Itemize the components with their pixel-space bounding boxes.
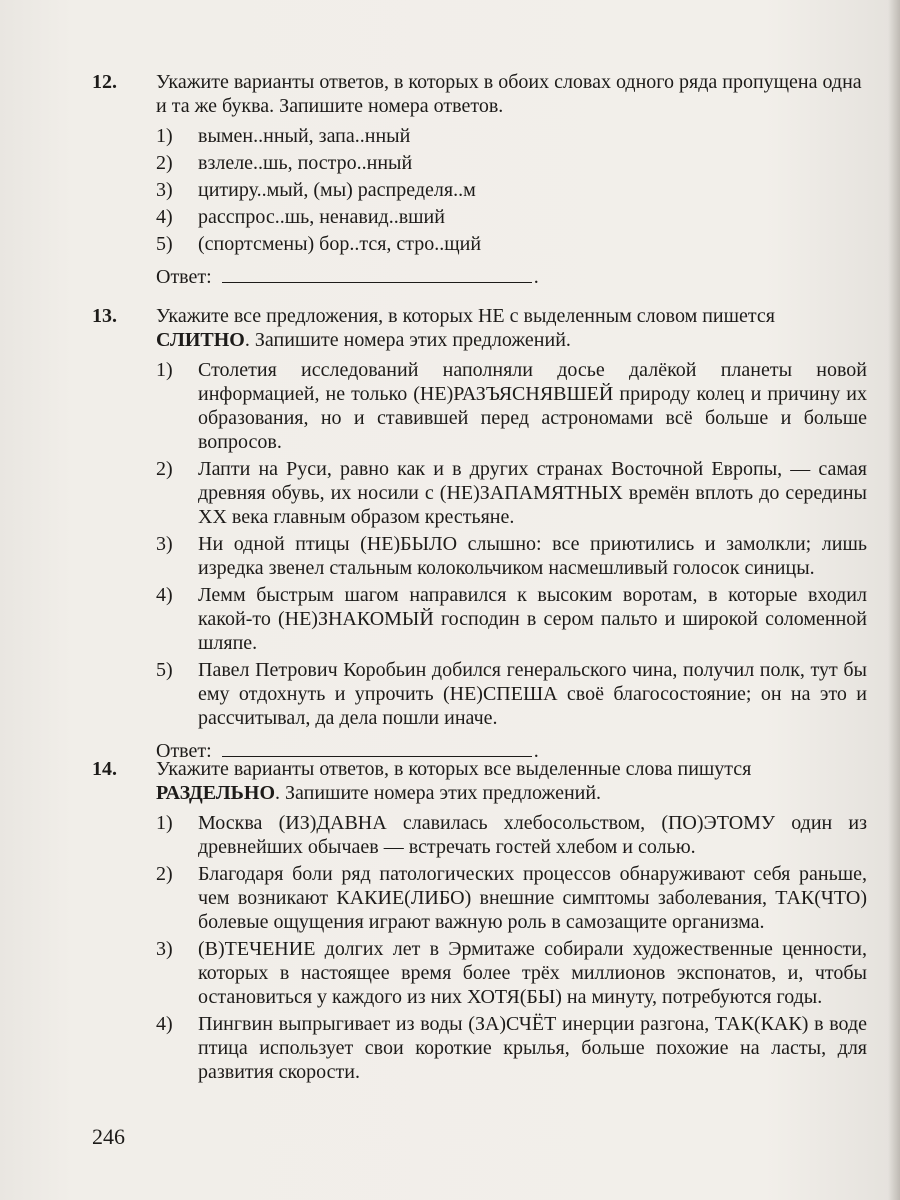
option-text: цитиру..мый, (мы) распределя..м: [198, 179, 476, 201]
answer-label: Ответ:: [156, 740, 212, 762]
option-item: [156, 232, 867, 256]
answer-label: Ответ:: [156, 266, 212, 288]
sentence-number: 1): [156, 812, 173, 834]
sentence-item: [156, 658, 867, 730]
option-number: 1): [156, 125, 173, 147]
answer-options: [156, 124, 867, 256]
task-number: 12.: [92, 71, 117, 93]
sentence-text: Павел Петрович Коробьин добился генеральского чина, получил полк, тут бы ему отдохнуть и упрочить (НЕ)СПЕША своё благосостояние; он на это и рассчитывал, да дела пошли иначе.: [198, 659, 867, 729]
page-edge-shadow: [888, 0, 900, 1200]
sentence-item: [156, 457, 867, 529]
task-14: [92, 757, 867, 1087]
sentence-text: Лапти на Руси, равно как и в других странах Восточной Европы, — самая древняя обувь, их носили с (НЕ)ЗАПАМЯТНЫХ времён вплоть до середины XX века главным образом крестьяне.: [198, 458, 867, 528]
sentence-text: Благодаря боли ряд патологических процессов обнаруживают себя раньше, чем возникают КАКИЕ(ЛИБО) внешние симптомы заболевания, ТАК(ЧТО) болевые ощущения играют важную роль в самозащите организма.: [198, 863, 867, 933]
sentence-number: 4): [156, 1013, 173, 1035]
sentence-item: [156, 937, 867, 1009]
sentence-text: Лемм быстрым шагом направился к высоким воротам, в которые входил какой-то (НЕ)ЗНАКОМЫЙ господин в сером пальто и широкой соломенной шляпе.: [198, 584, 867, 654]
sentence-text: Ни одной птицы (НЕ)БЫЛО слышно: все приютились и замолкли; лишь изредка звенел стальным колокольчиком насмешливый голосок синицы.: [198, 533, 867, 579]
sentence-text: Столетия исследований наполняли досье далёкой планеты новой информацией, не только (НЕ)РАЗЪЯСНЯВШЕЙ природу колец и причину их образования, но и ставившей перед астрономами всё больше и больше вопросов.: [198, 359, 867, 453]
option-item: [156, 205, 867, 229]
page-number: 246: [92, 1124, 125, 1149]
sentence-number: 4): [156, 584, 173, 606]
task-instruction: Укажите варианты ответов, в которых в обоих словах одного ряда пропущена одна и та же буква. Запишите номера ответов.: [156, 71, 862, 117]
sentence-number: 3): [156, 938, 173, 960]
option-number: 5): [156, 233, 173, 255]
answer-field[interactable]: [222, 264, 532, 283]
task-instruction: Укажите варианты ответов, в которых все выделенные слова пишутся РАЗДЕЛЬНО. Запишите номера этих предложений.: [156, 758, 752, 804]
sentence-list: [156, 811, 867, 1084]
sentence-number: 5): [156, 659, 173, 681]
option-item: [156, 124, 867, 148]
sentence-number: 2): [156, 863, 173, 885]
keyword: РАЗДЕЛЬНО: [156, 782, 276, 804]
task-12: [92, 70, 867, 289]
sentence-item: [156, 862, 867, 934]
sentence-item: [156, 583, 867, 655]
task-number: 14.: [92, 758, 117, 780]
sentence-text: Пингвин выпрыгивает из воды (ЗА)СЧЁТ инерции разгона, ТАК(КАК) в воде птица использует свои короткие крылья, больше похожие на ласты, для развития скорости.: [198, 1013, 867, 1083]
task-13: [92, 304, 867, 763]
option-text: вымен..нный, запа..нный: [198, 125, 411, 147]
option-text: расспрос..шь, ненавид..вший: [198, 206, 445, 228]
option-number: 3): [156, 179, 173, 201]
task-instruction: Укажите все предложения, в которых НЕ с выделенным словом пишется СЛИТНО. Запишите номера этих предложений.: [156, 305, 775, 351]
sentence-number: 3): [156, 533, 173, 555]
option-number: 4): [156, 206, 173, 228]
option-text: (спортсмены) бор..тся, стро..щий: [198, 233, 482, 255]
option-text: взлеле..шь, постро..нный: [198, 152, 413, 174]
sentence-number: 2): [156, 458, 173, 480]
sentence-item: [156, 358, 867, 454]
sentence-item: [156, 811, 867, 859]
sentence-item: [156, 1012, 867, 1084]
answer-field[interactable]: [222, 738, 532, 757]
option-item: [156, 151, 867, 175]
keyword: СЛИТНО: [156, 329, 245, 351]
sentence-number: 1): [156, 359, 173, 381]
sentence-item: [156, 532, 867, 580]
sentence-text: (В)ТЕЧЕНИЕ долгих лет в Эрмитаже собирали художественные ценности, которых в настоящее время более трёх миллионов экспонатов, и, чтобы остановиться у каждого из них ХОТЯ(БЫ) на минуту, потребуются годы.: [198, 938, 867, 1008]
sentence-list: [156, 358, 867, 730]
answer-row: Ответ: .: [156, 740, 539, 762]
task-number: 13.: [92, 305, 117, 327]
sentence-text: Москва (ИЗ)ДАВНА славилась хлебосольством, (ПО)ЭТОМУ один из древнейших обычаев — встречать гостей хлебом и солью.: [198, 812, 867, 858]
answer-row: Ответ: .: [156, 266, 539, 288]
option-number: 2): [156, 152, 173, 174]
option-item: [156, 178, 867, 202]
